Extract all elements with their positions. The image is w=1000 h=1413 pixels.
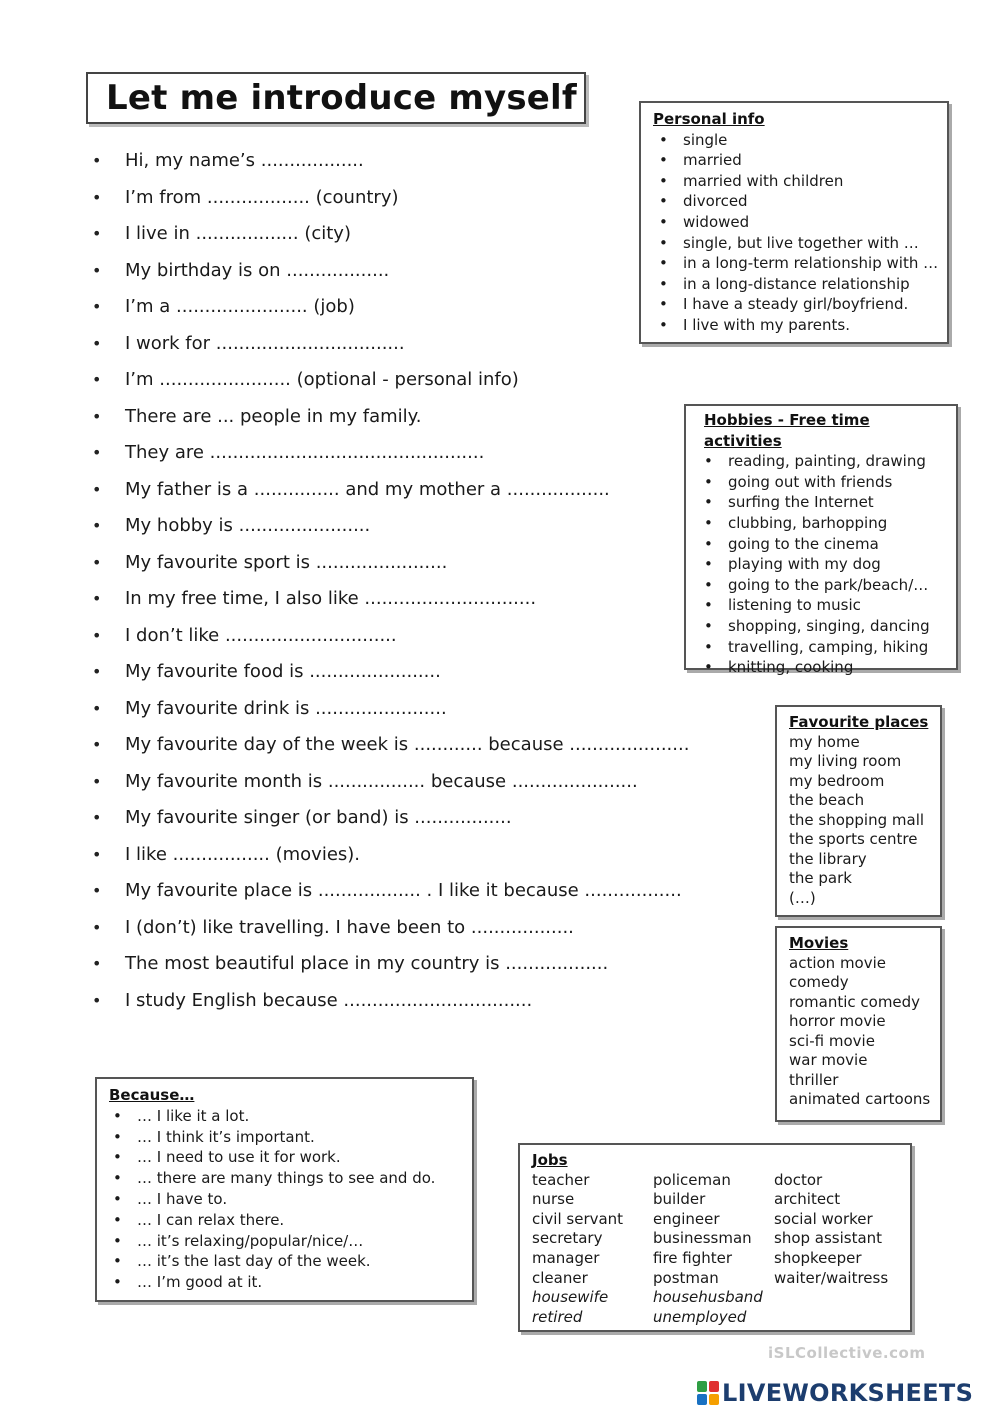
personal-info-item: • single <box>653 130 937 151</box>
place-item: my living room <box>789 752 902 770</box>
hobby-item: • going out with friends <box>704 472 948 493</box>
job-item: waiter/waitress <box>774 1268 889 1287</box>
because-item: • … I have to. <box>109 1189 464 1210</box>
sentence-item: • Hi, my name’s .................. <box>90 143 689 180</box>
jobs-grid <box>532 1171 902 1328</box>
liveworksheets-wordmark: LIVEWORKSHEETS <box>722 1379 974 1407</box>
sentence-item: • I’m from .................. (country) <box>90 180 689 217</box>
job-item: doctor <box>774 1170 823 1189</box>
personal-info-item: • I live with my parents. <box>653 315 937 336</box>
job-item: shop assistant <box>774 1229 883 1248</box>
movie-item: thriller <box>789 1070 839 1089</box>
sentence-item: • I’m a ....................... (job) <box>90 289 689 326</box>
page-title: Let me introduce myself <box>86 72 586 124</box>
sentence-item: • The most beautiful place in my country is .................. <box>90 946 689 983</box>
favourite-places-list <box>789 733 934 909</box>
personal-info-item: • married <box>653 150 937 171</box>
personal-info-item: • married with children <box>653 171 937 192</box>
sentence-item: • I work for ................................. <box>90 326 689 363</box>
watermark: iSLCollective.com <box>768 1344 926 1362</box>
hobby-item: • shopping, singing, dancing <box>704 616 948 637</box>
hobby-item: • knitting, cooking <box>704 657 948 678</box>
logo-square-icon <box>697 1381 707 1392</box>
movie-item: action movie <box>789 953 887 972</box>
personal-info-item: • divorced <box>653 191 937 212</box>
sentence-item: • My favourite day of the week is ............ because ..................... <box>90 727 689 764</box>
personal-info-item: • widowed <box>653 212 937 233</box>
hobby-item: • clubbing, barhopping <box>704 513 948 534</box>
sentence-item: • My father is a ............... and my mother a .................. <box>90 472 689 509</box>
logo-square-icon <box>709 1381 719 1392</box>
because-item: • … there are many things to see and do. <box>109 1168 464 1189</box>
job-item: postman <box>653 1268 719 1287</box>
movie-item: comedy <box>789 973 849 991</box>
hobby-item: • listening to music <box>704 595 948 616</box>
personal-info-item: • single, but live together with … <box>653 233 937 254</box>
because-item: • … I need to use it for work. <box>109 1147 464 1168</box>
job-item: engineer <box>653 1209 720 1228</box>
sentence-item: • I study English because ................................. <box>90 983 689 1020</box>
movies-title: Movies <box>789 934 849 952</box>
hobby-item: • going to the park/beach/… <box>704 575 948 596</box>
personal-info-item: • in a long-term relationship with … <box>653 253 937 274</box>
hobbies-list <box>704 451 948 678</box>
place-item: the beach <box>789 791 865 809</box>
hobby-item: • playing with my dog <box>704 554 948 575</box>
place-item: my home <box>789 732 860 751</box>
sentence-item: • My favourite place is .................. . I like it because ................. <box>90 873 689 910</box>
hobbies-title: Hobbies - Free time activities <box>704 411 870 450</box>
because-item: • … I think it’s important. <box>109 1127 464 1148</box>
because-title: Because… <box>109 1086 195 1104</box>
hobby-item: • surfing the Internet <box>704 492 948 513</box>
job-item: unemployed <box>653 1307 747 1326</box>
sentence-item: • My favourite singer (or band) is ................. <box>90 800 689 837</box>
job-item: nurse <box>532 1190 575 1209</box>
job-item: social worker <box>774 1209 873 1228</box>
favourite-places-box <box>775 705 942 917</box>
job-item: secretary <box>532 1229 603 1248</box>
because-item: • … it’s relaxing/popular/nice/… <box>109 1231 464 1252</box>
hobby-item: • reading, painting, drawing <box>704 451 948 472</box>
because-item: • … I like it a lot. <box>109 1106 464 1127</box>
job-item: teacher <box>532 1170 590 1189</box>
job-item: retired <box>532 1307 583 1326</box>
movie-item: animated cartoons <box>789 1090 931 1108</box>
sentence-item: • They are ................................................ <box>90 435 689 472</box>
place-item: the library <box>789 849 867 868</box>
place-item: the park <box>789 869 852 887</box>
jobs-box <box>518 1143 912 1332</box>
logo-square-icon <box>709 1394 719 1405</box>
job-item: businessman <box>653 1229 752 1248</box>
job-item: builder <box>653 1190 706 1209</box>
movie-item: romantic comedy <box>789 992 921 1011</box>
jobs-title: Jobs <box>532 1151 568 1169</box>
sentence-item: • In my free time, I also like .............................. <box>90 581 689 618</box>
movie-item: sci-fi movie <box>789 1031 875 1050</box>
place-item: (…) <box>789 888 816 907</box>
logo-square-icon <box>697 1394 707 1405</box>
personal-info-list <box>653 130 937 336</box>
sentence-item: • I (don’t) like travelling. I have been to .................. <box>90 910 689 947</box>
movie-item: war movie <box>789 1051 868 1069</box>
hobbies-box <box>684 404 958 677</box>
job-item: housewife <box>532 1288 609 1307</box>
sentence-item: • My favourite month is ................. because ...................... <box>90 764 689 801</box>
sentence-item: • My favourite drink is ....................... <box>90 691 689 728</box>
place-item: the sports centre <box>789 830 918 848</box>
sentence-item: • My favourite food is ....................... <box>90 654 689 691</box>
sentence-item: • I live in .................. (city) <box>90 216 689 253</box>
sentence-item: • I’m ....................... (optional - personal info) <box>90 362 689 399</box>
personal-info-item: • I have a steady girl/boyfriend. <box>653 294 937 315</box>
movies-list <box>789 954 934 1110</box>
because-item: • … I can relax there. <box>109 1210 464 1231</box>
because-box <box>95 1077 474 1302</box>
sentence-item: • There are ... people in my family. <box>90 399 689 436</box>
sentence-item: • I like ................. (movies). <box>90 837 689 874</box>
sentence-item: • My hobby is ....................... <box>90 508 689 545</box>
sentence-item: • I don’t like .............................. <box>90 618 689 655</box>
personal-info-box <box>639 101 949 344</box>
job-item: architect <box>774 1190 841 1209</box>
job-item: househusband <box>653 1288 763 1307</box>
because-item: • … it’s the last day of the week. <box>109 1251 464 1272</box>
sentence-list <box>90 143 689 1019</box>
because-list <box>109 1106 464 1293</box>
job-item: shopkeeper <box>774 1248 862 1267</box>
sentence-item: • My birthday is on .................. <box>90 253 689 290</box>
place-item: my bedroom <box>789 771 885 790</box>
movie-item: horror movie <box>789 1012 886 1030</box>
liveworksheets-logo[interactable] <box>697 1378 973 1408</box>
job-item: fire fighter <box>653 1248 733 1267</box>
hobby-item: • travelling, camping, hiking <box>704 637 948 658</box>
liveworksheets-icon <box>697 1381 719 1405</box>
movies-box <box>775 926 942 1122</box>
jobs-column-3 <box>774 1171 888 1328</box>
jobs-column-1 <box>532 1171 653 1328</box>
place-item: the shopping mall <box>789 810 925 829</box>
job-item: manager <box>532 1248 600 1267</box>
job-item: civil servant <box>532 1209 624 1228</box>
job-item: cleaner <box>532 1268 588 1287</box>
personal-info-title: Personal info <box>653 110 765 128</box>
hobby-item: • going to the cinema <box>704 534 948 555</box>
job-item: policeman <box>653 1170 731 1189</box>
sentence-item: • My favourite sport is ....................... <box>90 545 689 582</box>
personal-info-item: • in a long-distance relationship <box>653 274 937 295</box>
because-item: • … I’m good at it. <box>109 1272 464 1293</box>
jobs-column-2 <box>653 1171 774 1328</box>
favourite-places-title: Favourite places <box>789 713 929 731</box>
